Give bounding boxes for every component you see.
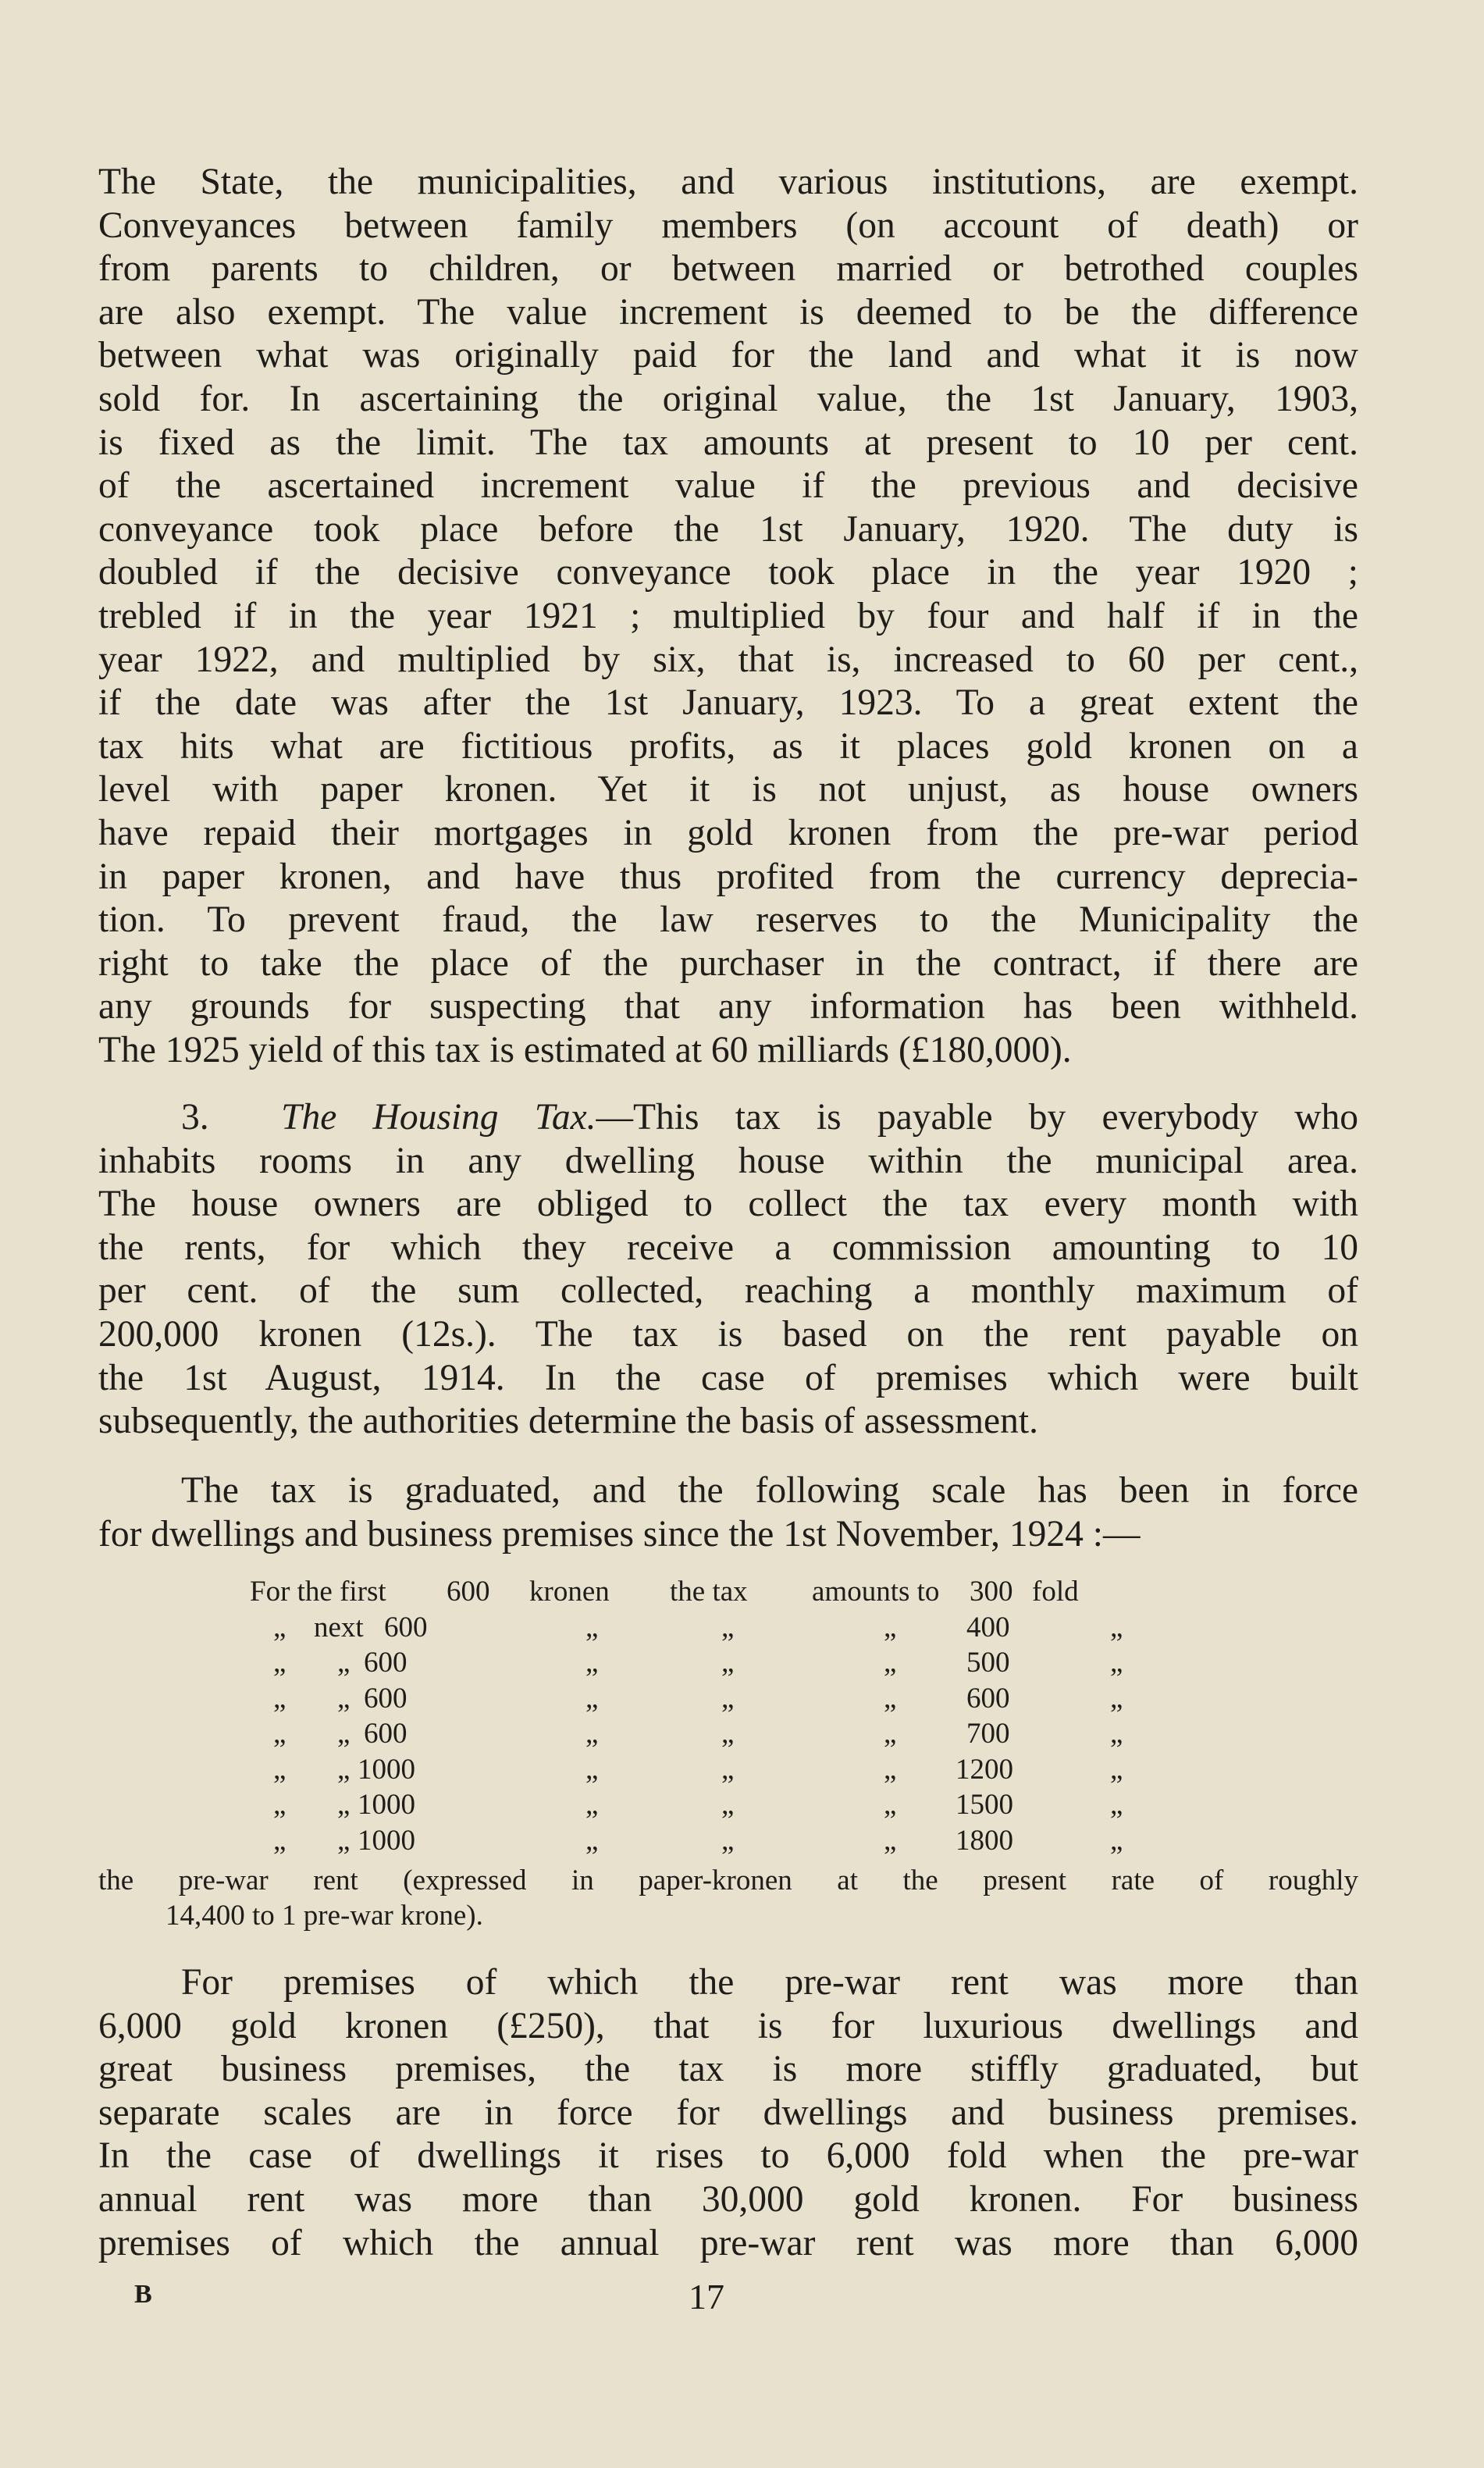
scale-row-amount: 1000	[358, 1753, 415, 1786]
text-line: 6,000 gold kronen (£250), that is for luxurious dwellings and	[98, 2005, 1358, 2046]
ditto-mark: „	[884, 1611, 897, 1644]
paragraph-housing-tax	[98, 1096, 1358, 1444]
scale-row-word: „	[337, 1647, 351, 1679]
scale-row-fold-value: 700	[966, 1718, 1010, 1750]
tax-scale-row	[250, 1752, 1155, 1788]
text-line: tion. To prevent fraud, the law reserves to the Municipality the	[98, 899, 1358, 941]
ditto-mark: „	[721, 1611, 735, 1644]
scale-row-fold-value: 600	[966, 1682, 1010, 1715]
ditto-mark: „	[585, 1789, 599, 1821]
text-line: year 1922, and multiplied by six, that is, increased to 60 per cent.,	[98, 639, 1358, 680]
text-line: For premises of which the pre-war rent was more than	[181, 1962, 1358, 2003]
text-line: separate scales are in force for dwellings and business premises.	[98, 2092, 1358, 2133]
ditto-mark: „	[585, 1682, 599, 1715]
scale-row-word: „	[337, 1718, 351, 1750]
text-line: sold for. In ascertaining the original value, the 1st January, 1903,	[98, 378, 1358, 419]
ditto-mark: „	[884, 1824, 897, 1857]
ditto-mark: „	[884, 1789, 897, 1821]
text-line: trebled if in the year 1921 ; multiplied by four and half if in the	[98, 595, 1358, 636]
tax-scale-row	[250, 1645, 1155, 1681]
paragraph-graduated-scale-intro	[98, 1469, 1358, 1556]
text-line: doubled if the decisive conveyance took place in the year 1920 ;	[98, 552, 1358, 593]
scale-row-fold-value: 400	[966, 1611, 1010, 1644]
scale-row-fold-value: 1200	[956, 1753, 1013, 1786]
ditto-mark: „	[721, 1753, 735, 1786]
tax-scale-header-row	[250, 1574, 1155, 1610]
ditto-mark: „	[1110, 1611, 1123, 1644]
paragraph-luxury-premises	[98, 1961, 1358, 2265]
housing-tax-first-line	[98, 1096, 1358, 1140]
ditto-mark: „	[1110, 1682, 1123, 1715]
ditto-mark: „	[273, 1753, 286, 1786]
scale-footnote-line2: 14,400 to 1 pre-war krone).	[165, 1900, 483, 1932]
text-line: 200,000 kronen (12s.). The tax is based on the rent payable on	[98, 1313, 1358, 1355]
scale-footnote-line1: the pre-war rent (expressed in paper-kronen at the present rate of roughly	[98, 1864, 1358, 1896]
ditto-mark: „	[721, 1789, 735, 1821]
text-line: from parents to children, or between married or betrothed couples	[98, 248, 1358, 290]
text-line: The 1925 yield of this tax is estimated at 60 milliards (£180,000).	[98, 1029, 1072, 1070]
scale-amounts-to: amounts to	[812, 1576, 940, 1608]
scale-kronen: kronen	[529, 1576, 610, 1608]
text-line: is fixed as the limit. The tax amounts at present to 10 per cent.	[98, 422, 1358, 463]
ditto-mark: „	[585, 1753, 599, 1786]
ditto-mark: „	[884, 1753, 897, 1786]
ditto-mark: „	[884, 1647, 897, 1679]
scale-row-amount: 600	[364, 1647, 407, 1679]
ditto-mark: „	[1110, 1789, 1123, 1821]
text-line: In the case of dwellings it rises to 6,000 fold when the pre-war	[98, 2135, 1358, 2177]
text-line: for dwellings and business premises since the 1st November, 1924 :—	[98, 1513, 1141, 1555]
tax-scale-row	[250, 1787, 1155, 1823]
text-line: great business premises, the tax is more stiffly graduated, but	[98, 2049, 1358, 2090]
tax-scale-rows	[250, 1610, 1155, 1859]
tax-scale-row	[250, 1610, 1155, 1646]
ditto-mark: „	[273, 1824, 286, 1857]
text-line: inhabits rooms in any dwelling house within the municipal area.	[98, 1140, 1358, 1181]
housing-tax-first-line-text: —This tax is payable by everybody who	[596, 1097, 1359, 1138]
ditto-mark: „	[1110, 1718, 1123, 1750]
text-line: The house owners are obliged to collect the tax every month with	[98, 1184, 1358, 1225]
text-line: annual rent was more than 30,000 gold kronen. For business	[98, 2178, 1358, 2220]
scale-row-fold-value: 500	[966, 1647, 1010, 1679]
scale-fold-value: 300	[970, 1576, 1013, 1608]
tax-scale-row	[250, 1823, 1155, 1859]
ditto-mark: „	[721, 1647, 735, 1679]
text-line: The tax is graduated, and the following scale has been in force	[181, 1470, 1358, 1511]
text-line: between what was originally paid for the land and what it is now	[98, 335, 1358, 376]
text-line: subsequently, the authorities determine the basis of assessment.	[98, 1401, 1038, 1442]
scale-prefix: For the first	[250, 1576, 386, 1608]
ditto-mark: „	[721, 1682, 735, 1715]
ditto-mark: „	[1110, 1753, 1123, 1786]
scale-row-fold-value: 1800	[956, 1824, 1013, 1857]
scale-row-amount: 1000	[358, 1824, 415, 1857]
ditto-mark: „	[721, 1824, 735, 1857]
ditto-mark: „	[585, 1611, 599, 1644]
ditto-mark: „	[585, 1824, 599, 1857]
ditto-mark: „	[1110, 1647, 1123, 1679]
text-line: in paper kronen, and have thus profited from the currency deprecia-	[98, 856, 1358, 897]
ditto-mark: „	[585, 1647, 599, 1679]
scale-row-amount: 600	[384, 1611, 428, 1644]
scale-amount: 600	[447, 1576, 490, 1608]
tax-scale-table	[250, 1574, 1155, 1858]
text-line: per cent. of the sum collected, reaching a monthly maximum of	[98, 1270, 1358, 1312]
scale-row-amount: 600	[364, 1682, 407, 1715]
text-line: premises of which the annual pre-war rent was more than 6,000	[98, 2222, 1358, 2263]
scale-row-fold-value: 1500	[956, 1789, 1013, 1821]
ditto-mark: „	[884, 1718, 897, 1750]
scale-row-word: „	[337, 1824, 351, 1857]
ditto-mark: „	[1110, 1824, 1123, 1857]
text-line: have repaid their mortgages in gold kronen from the pre-war period	[98, 812, 1358, 853]
scale-row-word: „	[337, 1789, 351, 1821]
scale-row-amount: 600	[364, 1718, 407, 1750]
text-line: conveyance took place before the 1st January, 1920. The duty is	[98, 508, 1358, 550]
tax-scale-row	[250, 1716, 1155, 1752]
text-line: any grounds for suspecting that any information has been withheld.	[98, 986, 1358, 1027]
text-line: level with paper kronen. Yet it is not unjust, as house owners	[98, 769, 1358, 810]
scale-row-word: next	[314, 1611, 364, 1644]
page-number: 17	[689, 2277, 724, 2317]
scale-row-word: „	[337, 1753, 351, 1786]
ditto-mark: „	[273, 1789, 286, 1821]
ditto-mark: „	[273, 1611, 286, 1644]
scale-row-word: „	[337, 1682, 351, 1715]
paragraph-value-increment-tax	[98, 161, 1358, 1072]
section-number: 3.	[181, 1097, 209, 1138]
ditto-mark: „	[273, 1682, 286, 1715]
section-title: The Housing Tax.	[281, 1097, 596, 1138]
scale-fold: fold	[1032, 1576, 1079, 1608]
signature-mark: B	[134, 2280, 152, 2309]
scale-row-amount: 1000	[358, 1789, 415, 1821]
ditto-mark: „	[721, 1718, 735, 1750]
text-line: the 1st August, 1914. In the case of premises which were built	[98, 1357, 1358, 1398]
scale-footnote	[98, 1863, 1358, 1933]
scale-the-tax: the tax	[670, 1576, 748, 1608]
text-line: if the date was after the 1st January, 1923. To a great extent the	[98, 682, 1358, 724]
text-line: tax hits what are fictitious profits, as it places gold kronen on a	[98, 725, 1358, 767]
text-line: The State, the municipalities, and various institutions, are exempt.	[98, 162, 1358, 202]
text-line: Conveyances between family members (on account of death) or	[98, 205, 1358, 246]
ditto-mark: „	[884, 1682, 897, 1715]
text-line: are also exempt. The value increment is deemed to be the difference	[98, 291, 1358, 333]
ditto-mark: „	[273, 1647, 286, 1679]
text-line: of the ascertained increment value if the previous and decisive	[98, 465, 1358, 507]
text-line: the rents, for which they receive a commission amounting to 10	[98, 1227, 1358, 1268]
ditto-mark: „	[273, 1718, 286, 1750]
tax-scale-row	[250, 1681, 1155, 1717]
ditto-mark: „	[585, 1718, 599, 1750]
text-line: right to take the place of the purchaser in the contract, if there are	[98, 942, 1358, 984]
